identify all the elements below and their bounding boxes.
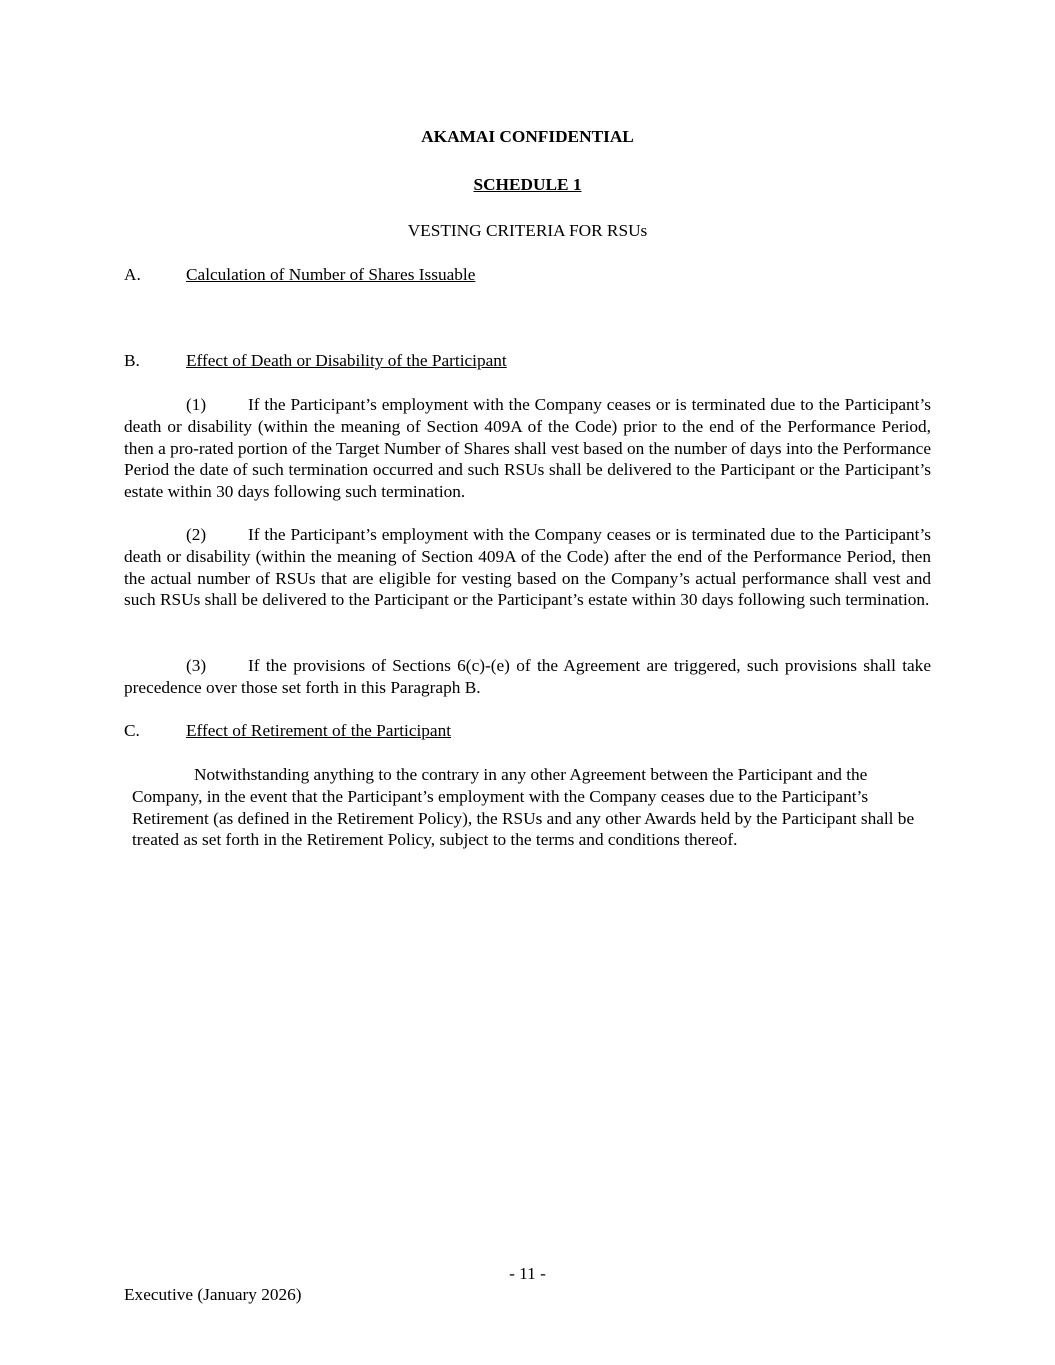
footer-version: Executive (January 2026) bbox=[124, 1285, 302, 1304]
section-c-letter: C. bbox=[124, 721, 140, 740]
confidential-heading: AKAMAI CONFIDENTIAL bbox=[421, 127, 634, 146]
paragraph-text: If the provisions of Sections 6(c)-(e) of the Agreement are triggered, such provisions shall take precedence over those set forth in this Paragraph B. bbox=[124, 656, 931, 697]
schedule-title: SCHEDULE 1 bbox=[473, 175, 582, 194]
section-c-title: Effect of Retirement of the Participant bbox=[186, 721, 452, 740]
section-b-paragraph-2 bbox=[124, 524, 931, 611]
section-b-letter: B. bbox=[124, 351, 140, 370]
section-b-title: Effect of Death or Disability of the Participant bbox=[186, 351, 507, 370]
schedule-heading bbox=[0, 174, 1055, 196]
paragraph-text: If the Participant’s employment with the Company ceases or is terminated due to the Participant’s death or disability (within the meaning of Section 409A of the Code) prior to the end of the Performance Period, then a pro-rated portion of the Target Number of Shares shall vest based on the number of days into the Performance Period the date of such termination occurred and such RSUs shall be delivered to the Participant or the Participant’s estate within 30 days following such termination. bbox=[124, 395, 931, 502]
paragraph-text: If the Participant’s employment with the Company ceases or is terminated due to the Participant’s death or disability (within the meaning of Section 409A of the Code) after the end of the Performance Period, then the actual number of RSUs that are eligible for vesting based on the Company’s actual performance shall vest and such RSUs shall be delivered to the Participant or the Participant’s estate within 30 days following such termination. bbox=[124, 525, 931, 610]
section-a-letter: A. bbox=[124, 265, 141, 284]
schedule-subtitle: VESTING CRITERIA FOR RSUs bbox=[407, 221, 648, 240]
section-a-title: Calculation of Number of Shares Issuable bbox=[186, 265, 476, 284]
paragraph-number: (2) bbox=[186, 525, 207, 544]
paragraph-number: (3) bbox=[186, 656, 207, 675]
section-b-paragraph-3 bbox=[124, 655, 931, 699]
section-c-paragraph: Notwithstanding anything to the contrary in any other Agreement between the Participant and the Company, in the event that the Participant’s employment with the Company ceases due to the Participant’s Retirement (as defined in the Retirement Policy), the RSUs and any other Awards held by the Participant shall be treated as set forth in the Retirement Policy, subject to the terms and conditions thereof. bbox=[132, 765, 915, 850]
page-number: - 11 - bbox=[509, 1264, 546, 1283]
section-b-paragraph-1 bbox=[124, 394, 931, 503]
paragraph-number: (1) bbox=[186, 395, 207, 414]
